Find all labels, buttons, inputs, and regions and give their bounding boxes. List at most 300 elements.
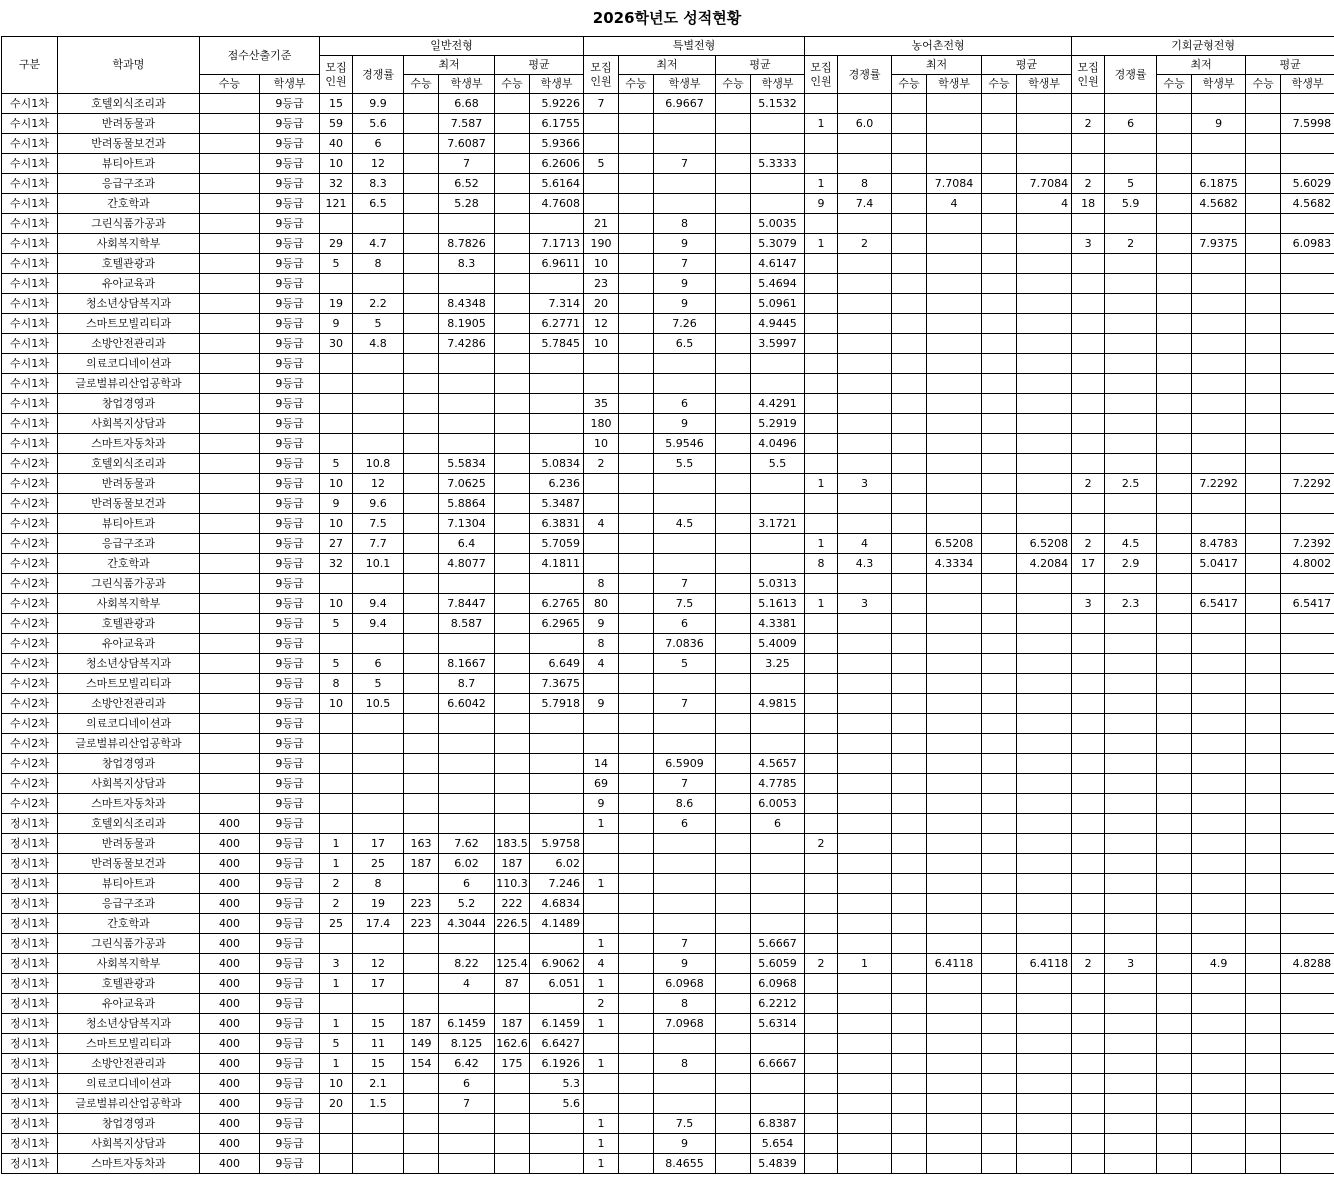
cell-dept: 뷰티아트과 xyxy=(58,154,200,174)
cell-o-avg-s xyxy=(1246,654,1281,674)
cell-grade-std: 9등급 xyxy=(260,354,320,374)
cell-g-cnt: 2 xyxy=(320,874,353,894)
cell-o-avg-h xyxy=(1281,354,1334,374)
cell-s-min-h xyxy=(654,534,716,554)
cell-f-min-h xyxy=(927,594,982,614)
cell-suneung-std: 400 xyxy=(200,994,260,1014)
cell-g-cnt: 20 xyxy=(320,1094,353,1114)
cell-o-min-s xyxy=(1157,274,1192,294)
table-row xyxy=(2,154,1334,174)
cell-s-cnt: 1 xyxy=(584,1114,619,1134)
cell-s-min-h: 7 xyxy=(654,694,716,714)
cell-o-min-s xyxy=(1157,674,1192,694)
cell-g-cnt: 10 xyxy=(320,474,353,494)
cell-dept: 간호학과 xyxy=(58,554,200,574)
cell-o-min-h xyxy=(1192,634,1246,654)
cell-type: 정시1차 xyxy=(2,974,58,994)
cell-s-min-h: 6.5 xyxy=(654,334,716,354)
cell-o-ratio xyxy=(1105,1094,1157,1114)
cell-suneung-std xyxy=(200,94,260,114)
cell-g-ratio xyxy=(353,1154,404,1174)
cell-f-min-s xyxy=(892,1134,927,1154)
cell-g-min-h: 8.7 xyxy=(439,674,495,694)
cell-grade-std: 9등급 xyxy=(260,934,320,954)
cell-o-cnt xyxy=(1072,514,1105,534)
cell-f-min-s xyxy=(892,234,927,254)
cell-s-min-s xyxy=(619,374,654,394)
cell-s-cnt xyxy=(584,174,619,194)
table-row xyxy=(2,314,1334,334)
cell-s-avg-h: 3.1721 xyxy=(751,514,805,534)
cell-type: 수시2차 xyxy=(2,554,58,574)
cell-f-min-h xyxy=(927,994,982,1014)
cell-type: 수시1차 xyxy=(2,214,58,234)
table-header xyxy=(2,37,1334,94)
cell-g-avg-s xyxy=(495,1074,530,1094)
cell-s-avg-h xyxy=(751,1034,805,1054)
cell-s-cnt: 80 xyxy=(584,594,619,614)
cell-g-ratio: 4.8 xyxy=(353,334,404,354)
cell-o-avg-s xyxy=(1246,854,1281,874)
cell-dept: 응급구조과 xyxy=(58,534,200,554)
cell-f-avg-h xyxy=(1017,134,1072,154)
cell-o-avg-s xyxy=(1246,214,1281,234)
cell-g-cnt: 10 xyxy=(320,1074,353,1094)
cell-f-min-s xyxy=(892,174,927,194)
cell-o-min-s xyxy=(1157,634,1192,654)
cell-f-ratio xyxy=(838,134,892,154)
cell-g-avg-h: 7.1713 xyxy=(530,234,584,254)
cell-o-min-s xyxy=(1157,514,1192,534)
cell-o-min-s xyxy=(1157,974,1192,994)
cell-o-min-s xyxy=(1157,194,1192,214)
table-row xyxy=(2,754,1334,774)
cell-f-min-h xyxy=(927,454,982,474)
cell-f-cnt xyxy=(805,854,838,874)
cell-s-min-h: 8 xyxy=(654,1054,716,1074)
cell-g-avg-s xyxy=(495,574,530,594)
cell-g-cnt: 10 xyxy=(320,694,353,714)
cell-f-min-s xyxy=(892,94,927,114)
cell-s-min-h: 8 xyxy=(654,214,716,234)
table-row xyxy=(2,974,1334,994)
cell-g-ratio: 1.5 xyxy=(353,1094,404,1114)
cell-g-avg-s xyxy=(495,474,530,494)
cell-g-min-s xyxy=(404,734,439,754)
cell-s-cnt: 69 xyxy=(584,774,619,794)
cell-o-min-s xyxy=(1157,774,1192,794)
cell-g-ratio: 9.4 xyxy=(353,594,404,614)
cell-g-avg-s xyxy=(495,154,530,174)
cell-g-min-s xyxy=(404,534,439,554)
cell-o-avg-h xyxy=(1281,374,1334,394)
table-row xyxy=(2,374,1334,394)
cell-f-min-s xyxy=(892,874,927,894)
cell-f-min-s xyxy=(892,534,927,554)
cell-f-ratio xyxy=(838,494,892,514)
header-avg: 평균 xyxy=(982,56,1072,75)
cell-o-ratio xyxy=(1105,874,1157,894)
cell-f-min-h xyxy=(927,894,982,914)
cell-g-ratio: 5 xyxy=(353,314,404,334)
cell-dept: 호텔외식조리과 xyxy=(58,454,200,474)
cell-g-min-s xyxy=(404,394,439,414)
header-hakseng: 학생부 xyxy=(1281,75,1334,94)
cell-g-cnt: 15 xyxy=(320,94,353,114)
cell-s-cnt xyxy=(584,494,619,514)
cell-s-avg-s xyxy=(716,974,751,994)
header-gubun: 구분 xyxy=(2,37,58,94)
cell-f-min-h xyxy=(927,434,982,454)
cell-o-cnt xyxy=(1072,314,1105,334)
cell-f-cnt xyxy=(805,574,838,594)
cell-o-min-s xyxy=(1157,254,1192,274)
cell-s-avg-s xyxy=(716,454,751,474)
cell-o-avg-h xyxy=(1281,914,1334,934)
cell-s-min-s xyxy=(619,654,654,674)
cell-o-cnt xyxy=(1072,894,1105,914)
cell-f-min-s xyxy=(892,1034,927,1054)
cell-f-avg-s xyxy=(982,554,1017,574)
cell-s-avg-s xyxy=(716,614,751,634)
cell-o-cnt xyxy=(1072,1034,1105,1054)
table-row xyxy=(2,894,1334,914)
cell-s-cnt: 1 xyxy=(584,934,619,954)
cell-f-cnt xyxy=(805,634,838,654)
cell-f-cnt xyxy=(805,94,838,114)
cell-f-min-s xyxy=(892,574,927,594)
cell-o-avg-s xyxy=(1246,194,1281,214)
cell-o-min-h xyxy=(1192,1134,1246,1154)
cell-s-min-s xyxy=(619,334,654,354)
cell-g-avg-h: 5.7059 xyxy=(530,534,584,554)
cell-f-cnt xyxy=(805,254,838,274)
cell-o-avg-h xyxy=(1281,574,1334,594)
cell-f-cnt xyxy=(805,1134,838,1154)
cell-g-avg-h xyxy=(530,414,584,434)
cell-f-avg-h xyxy=(1017,514,1072,534)
cell-o-cnt xyxy=(1072,1134,1105,1154)
cell-type: 수시1차 xyxy=(2,274,58,294)
cell-s-min-s xyxy=(619,194,654,214)
cell-grade-std: 9등급 xyxy=(260,894,320,914)
cell-s-min-s xyxy=(619,754,654,774)
cell-o-min-s xyxy=(1157,854,1192,874)
cell-dept: 글로벌뷰리산업공학과 xyxy=(58,1094,200,1114)
cell-o-cnt xyxy=(1072,994,1105,1014)
cell-grade-std: 9등급 xyxy=(260,994,320,1014)
cell-s-min-s xyxy=(619,534,654,554)
cell-g-ratio: 6 xyxy=(353,654,404,674)
cell-g-min-h: 6.52 xyxy=(439,174,495,194)
cell-f-ratio xyxy=(838,1094,892,1114)
cell-g-min-h: 6.4 xyxy=(439,534,495,554)
table-row xyxy=(2,94,1334,114)
cell-o-ratio xyxy=(1105,374,1157,394)
table-row xyxy=(2,474,1334,494)
cell-grade-std: 9등급 xyxy=(260,1054,320,1074)
cell-o-avg-s xyxy=(1246,334,1281,354)
cell-o-avg-h: 4.5682 xyxy=(1281,194,1334,214)
cell-s-min-s xyxy=(619,1034,654,1054)
cell-s-cnt xyxy=(584,734,619,754)
table-row xyxy=(2,1014,1334,1034)
cell-type: 정시1차 xyxy=(2,994,58,1014)
cell-g-ratio: 8 xyxy=(353,254,404,274)
cell-f-min-s xyxy=(892,134,927,154)
cell-s-min-h: 6.9667 xyxy=(654,94,716,114)
cell-g-avg-h xyxy=(530,734,584,754)
cell-g-min-s: 223 xyxy=(404,894,439,914)
cell-o-cnt xyxy=(1072,374,1105,394)
header-dept: 학과명 xyxy=(58,37,200,94)
cell-s-min-s xyxy=(619,234,654,254)
cell-f-ratio xyxy=(838,514,892,534)
cell-suneung-std xyxy=(200,454,260,474)
cell-type: 정시1차 xyxy=(2,814,58,834)
cell-grade-std: 9등급 xyxy=(260,234,320,254)
cell-g-min-h: 7.0625 xyxy=(439,474,495,494)
cell-type: 수시2차 xyxy=(2,714,58,734)
cell-grade-std: 9등급 xyxy=(260,1114,320,1134)
cell-o-ratio xyxy=(1105,1054,1157,1074)
cell-g-ratio: 9.9 xyxy=(353,94,404,114)
table-body xyxy=(2,94,1334,1174)
cell-g-avg-s xyxy=(495,534,530,554)
cell-type: 정시1차 xyxy=(2,1094,58,1114)
cell-s-min-s xyxy=(619,934,654,954)
cell-o-min-s xyxy=(1157,1054,1192,1074)
cell-f-min-h xyxy=(927,1134,982,1154)
cell-f-avg-s xyxy=(982,94,1017,114)
cell-o-min-h xyxy=(1192,714,1246,734)
cell-dept: 사회복지학부 xyxy=(58,954,200,974)
cell-g-min-s xyxy=(404,294,439,314)
cell-o-avg-s xyxy=(1246,754,1281,774)
cell-suneung-std xyxy=(200,794,260,814)
cell-f-min-h xyxy=(927,1014,982,1034)
cell-s-cnt: 1 xyxy=(584,1014,619,1034)
cell-dept: 반려동물과 xyxy=(58,474,200,494)
cell-o-avg-s xyxy=(1246,734,1281,754)
cell-suneung-std xyxy=(200,114,260,134)
cell-type: 수시2차 xyxy=(2,654,58,674)
cell-dept: 스마트자동차과 xyxy=(58,794,200,814)
cell-o-min-s xyxy=(1157,414,1192,434)
cell-f-ratio xyxy=(838,394,892,414)
cell-g-avg-s: 187 xyxy=(495,854,530,874)
cell-dept: 의료코디네이션과 xyxy=(58,354,200,374)
cell-s-min-s xyxy=(619,214,654,234)
cell-dept: 글로벌뷰리산업공학과 xyxy=(58,734,200,754)
cell-o-ratio: 5.9 xyxy=(1105,194,1157,214)
table-row xyxy=(2,674,1334,694)
cell-s-avg-h xyxy=(751,174,805,194)
cell-type: 수시2차 xyxy=(2,734,58,754)
cell-suneung-std: 400 xyxy=(200,1054,260,1074)
cell-f-avg-h xyxy=(1017,614,1072,634)
cell-g-cnt: 10 xyxy=(320,594,353,614)
cell-f-avg-h: 4.2084 xyxy=(1017,554,1072,574)
cell-g-min-h: 7 xyxy=(439,1094,495,1114)
cell-f-cnt xyxy=(805,294,838,314)
cell-s-min-s xyxy=(619,734,654,754)
cell-o-avg-s xyxy=(1246,294,1281,314)
cell-f-min-h xyxy=(927,834,982,854)
cell-s-min-h xyxy=(654,134,716,154)
cell-s-avg-s xyxy=(716,654,751,674)
cell-o-min-s xyxy=(1157,134,1192,154)
cell-o-avg-h xyxy=(1281,214,1334,234)
cell-o-avg-s xyxy=(1246,114,1281,134)
cell-s-avg-s xyxy=(716,314,751,334)
cell-s-avg-s xyxy=(716,594,751,614)
cell-f-min-s xyxy=(892,1074,927,1094)
cell-s-avg-s xyxy=(716,874,751,894)
cell-o-min-s xyxy=(1157,554,1192,574)
cell-suneung-std: 400 xyxy=(200,1034,260,1054)
cell-o-cnt xyxy=(1072,454,1105,474)
cell-s-min-s xyxy=(619,874,654,894)
cell-f-avg-s xyxy=(982,1074,1017,1094)
cell-g-avg-s xyxy=(495,514,530,534)
cell-f-ratio: 3 xyxy=(838,594,892,614)
cell-s-min-h: 7 xyxy=(654,254,716,274)
cell-g-min-h: 7.1304 xyxy=(439,514,495,534)
table-row xyxy=(2,854,1334,874)
cell-f-min-h xyxy=(927,574,982,594)
cell-o-min-s xyxy=(1157,574,1192,594)
cell-f-min-h xyxy=(927,674,982,694)
cell-dept: 응급구조과 xyxy=(58,894,200,914)
cell-suneung-std xyxy=(200,594,260,614)
cell-o-ratio xyxy=(1105,154,1157,174)
cell-s-min-s xyxy=(619,974,654,994)
cell-f-min-s xyxy=(892,894,927,914)
cell-o-ratio xyxy=(1105,454,1157,474)
cell-f-avg-h xyxy=(1017,1054,1072,1074)
cell-s-cnt: 2 xyxy=(584,454,619,474)
cell-dept: 소방안전관리과 xyxy=(58,1054,200,1074)
cell-s-avg-h: 4.9815 xyxy=(751,694,805,714)
cell-f-avg-s xyxy=(982,154,1017,174)
cell-o-min-s xyxy=(1157,114,1192,134)
cell-s-avg-s xyxy=(716,814,751,834)
cell-g-ratio: 17.4 xyxy=(353,914,404,934)
cell-f-min-s xyxy=(892,614,927,634)
cell-f-cnt xyxy=(805,914,838,934)
cell-g-cnt xyxy=(320,374,353,394)
cell-o-min-h xyxy=(1192,674,1246,694)
cell-o-cnt: 2 xyxy=(1072,114,1105,134)
cell-g-avg-s xyxy=(495,1114,530,1134)
cell-s-min-h xyxy=(654,714,716,734)
cell-f-min-s xyxy=(892,914,927,934)
cell-g-avg-h xyxy=(530,774,584,794)
cell-f-cnt xyxy=(805,614,838,634)
cell-o-avg-h xyxy=(1281,1114,1334,1134)
cell-g-avg-h: 5.6 xyxy=(530,1094,584,1114)
cell-suneung-std xyxy=(200,194,260,214)
cell-s-min-h: 7.0968 xyxy=(654,1014,716,1034)
cell-o-ratio xyxy=(1105,1034,1157,1054)
cell-g-ratio xyxy=(353,794,404,814)
cell-s-min-h xyxy=(654,1074,716,1094)
cell-s-avg-h: 3.25 xyxy=(751,654,805,674)
cell-f-avg-s xyxy=(982,1154,1017,1174)
cell-f-cnt xyxy=(805,374,838,394)
cell-o-ratio: 3 xyxy=(1105,954,1157,974)
cell-f-min-s xyxy=(892,934,927,954)
table-row xyxy=(2,114,1334,134)
cell-o-avg-h xyxy=(1281,654,1334,674)
header-group-rural: 농어촌전형 xyxy=(805,37,1072,56)
cell-s-min-h: 7 xyxy=(654,574,716,594)
cell-o-min-h xyxy=(1192,994,1246,1014)
cell-f-min-h xyxy=(927,1054,982,1074)
cell-o-min-s xyxy=(1157,754,1192,774)
cell-s-cnt xyxy=(584,534,619,554)
cell-f-min-s xyxy=(892,374,927,394)
cell-type: 정시1차 xyxy=(2,1054,58,1074)
cell-grade-std: 9등급 xyxy=(260,394,320,414)
cell-grade-std: 9등급 xyxy=(260,714,320,734)
cell-g-cnt xyxy=(320,394,353,414)
cell-g-cnt xyxy=(320,1114,353,1134)
cell-o-min-s xyxy=(1157,94,1192,114)
cell-type: 수시1차 xyxy=(2,194,58,214)
cell-s-cnt xyxy=(584,1034,619,1054)
cell-s-min-s xyxy=(619,854,654,874)
cell-f-min-h xyxy=(927,474,982,494)
cell-g-min-h: 8.3 xyxy=(439,254,495,274)
cell-s-avg-h xyxy=(751,534,805,554)
cell-dept: 의료코디네이션과 xyxy=(58,714,200,734)
header-suneung: 수능 xyxy=(404,75,439,94)
cell-g-min-s xyxy=(404,1134,439,1154)
cell-f-ratio xyxy=(838,94,892,114)
cell-g-min-s: 187 xyxy=(404,1014,439,1034)
cell-type: 수시2차 xyxy=(2,494,58,514)
cell-g-min-h: 6.68 xyxy=(439,94,495,114)
cell-o-avg-s xyxy=(1246,1094,1281,1114)
cell-o-avg-h xyxy=(1281,854,1334,874)
cell-s-avg-s xyxy=(716,1014,751,1034)
cell-f-ratio: 8 xyxy=(838,174,892,194)
cell-o-avg-s xyxy=(1246,774,1281,794)
header-hakseng: 학생부 xyxy=(927,75,982,94)
cell-f-min-h xyxy=(927,1114,982,1134)
cell-dept: 반려동물보건과 xyxy=(58,854,200,874)
cell-f-avg-s xyxy=(982,834,1017,854)
header-ratio: 경쟁률 xyxy=(353,56,404,94)
cell-f-avg-h xyxy=(1017,974,1072,994)
cell-f-min-s xyxy=(892,334,927,354)
cell-g-avg-h: 6.6427 xyxy=(530,1034,584,1054)
header-hakseng: 학생부 xyxy=(439,75,495,94)
header-mojip: 모집 인원 xyxy=(584,56,619,94)
cell-o-avg-h: 7.2392 xyxy=(1281,534,1334,554)
cell-g-ratio: 7.5 xyxy=(353,514,404,534)
cell-f-avg-h xyxy=(1017,374,1072,394)
cell-s-cnt: 14 xyxy=(584,754,619,774)
cell-s-avg-s xyxy=(716,274,751,294)
cell-f-avg-h xyxy=(1017,454,1072,474)
cell-o-min-h xyxy=(1192,134,1246,154)
cell-g-ratio: 6 xyxy=(353,134,404,154)
cell-f-avg-s xyxy=(982,1054,1017,1074)
cell-dept: 사회복지상담과 xyxy=(58,774,200,794)
